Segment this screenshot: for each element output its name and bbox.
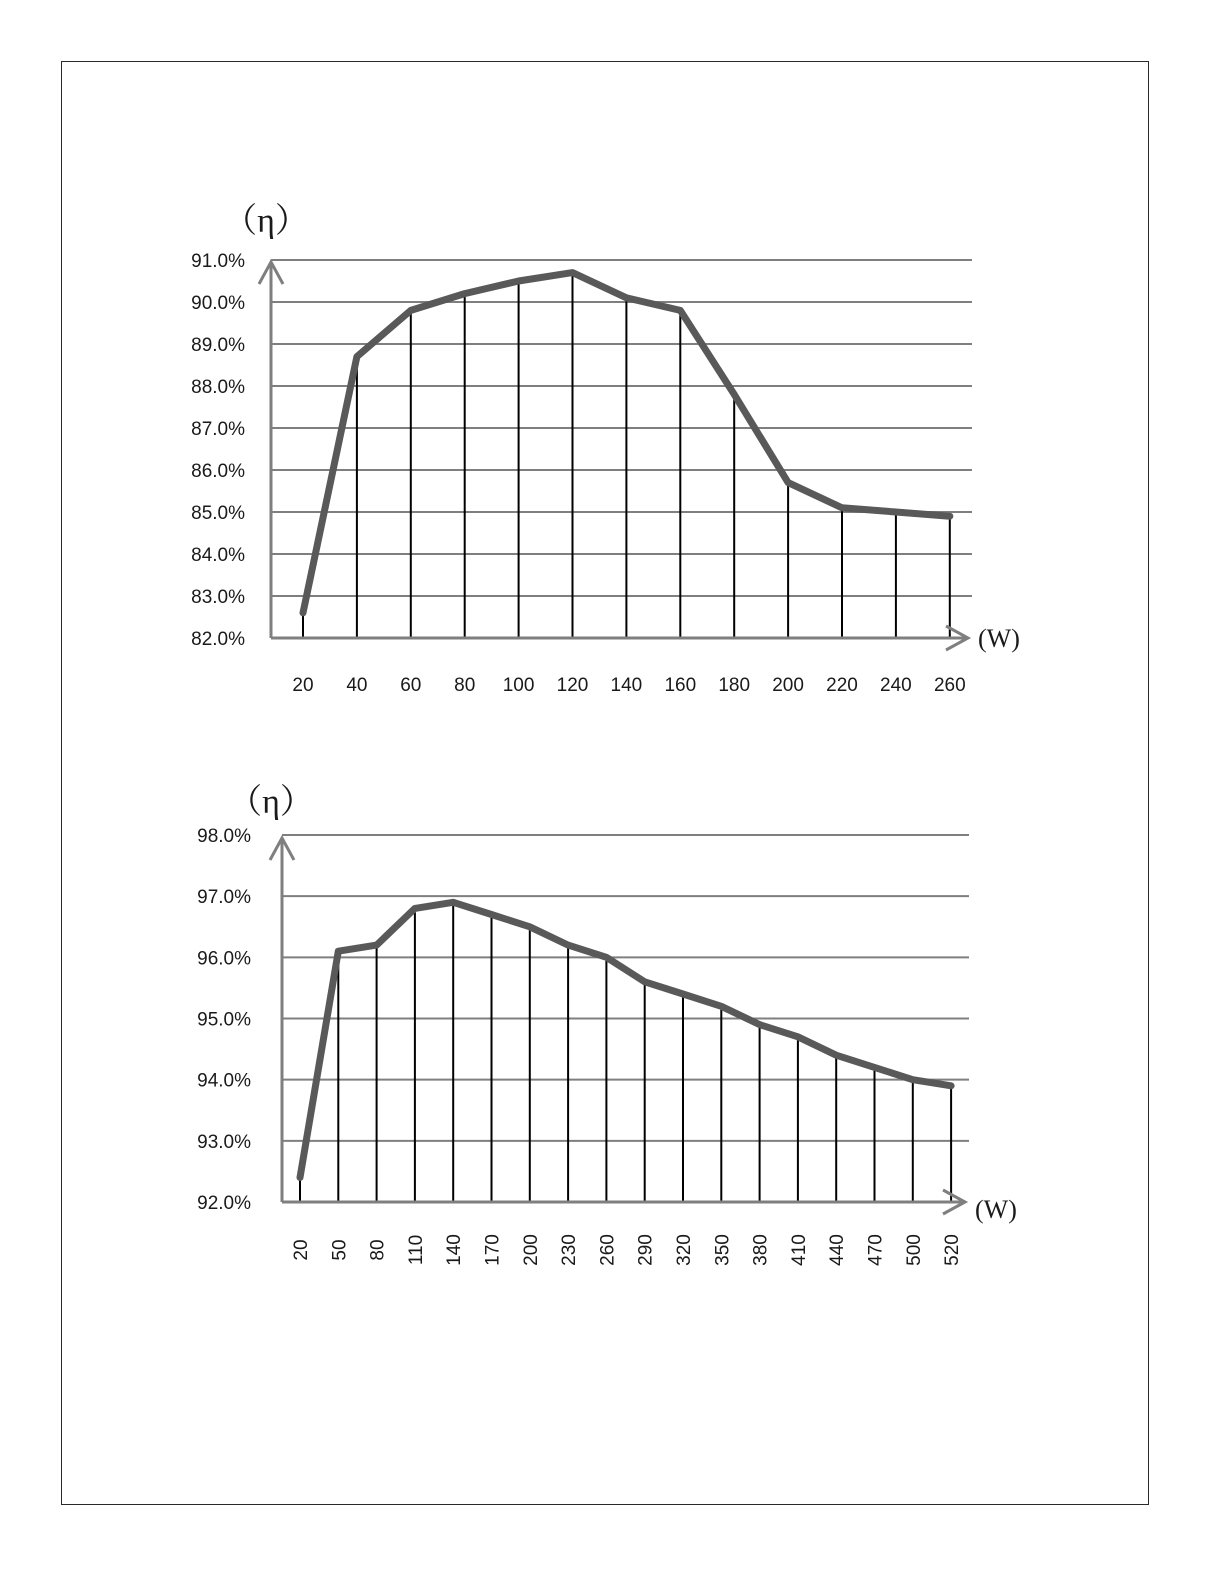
- x-tick-label: 500: [903, 1234, 925, 1266]
- x-tick-label: 40: [346, 675, 368, 696]
- y-tick-label: 96.0%: [197, 948, 251, 970]
- x-tick-label: 260: [933, 675, 966, 696]
- x-tick-label: 440: [827, 1234, 849, 1266]
- x-tick-label: 290: [635, 1234, 657, 1266]
- data-point: [948, 1083, 954, 1089]
- y-tick-label: 86.0%: [191, 461, 245, 482]
- data-point: [839, 505, 845, 511]
- x-tick-label: 140: [610, 675, 643, 696]
- data-point: [642, 979, 648, 985]
- y-tick-label: 94.0%: [197, 1070, 251, 1092]
- chart-1: [191, 203, 1020, 696]
- data-point: [795, 1034, 801, 1040]
- y-axis-label: （η）: [228, 784, 314, 821]
- x-tick-label: 80: [367, 1239, 389, 1261]
- x-tick-label: 100: [502, 675, 535, 696]
- x-tick-label: 160: [664, 675, 697, 696]
- data-point: [462, 291, 468, 297]
- data-point: [947, 513, 953, 519]
- x-tick-label: 320: [674, 1234, 695, 1266]
- y-tick-label: 95.0%: [197, 1009, 251, 1031]
- data-point: [516, 278, 522, 284]
- data-point: [374, 942, 380, 948]
- y-tick-label: 93.0%: [197, 1131, 251, 1153]
- x-tick-label: 60: [400, 675, 422, 696]
- data-point: [489, 912, 495, 918]
- data-point: [603, 954, 609, 960]
- data-point: [565, 942, 571, 948]
- x-tick-label: 350: [712, 1234, 734, 1266]
- data-point: [893, 509, 899, 515]
- y-axis-label: （η）: [223, 203, 309, 240]
- series-line: [300, 902, 951, 1177]
- x-tick-label: 470: [865, 1234, 887, 1266]
- x-tick-label: 520: [942, 1234, 964, 1266]
- x-tick-label: 110: [405, 1234, 427, 1266]
- data-point: [335, 948, 341, 954]
- x-tick-label: 200: [520, 1234, 542, 1266]
- x-tick-label: 20: [292, 675, 314, 696]
- x-tick-label: 380: [750, 1234, 772, 1266]
- data-point: [731, 391, 737, 397]
- y-tick-label: 98.0%: [197, 826, 251, 847]
- x-axis-label: (W): [978, 624, 1020, 653]
- data-point: [570, 270, 576, 276]
- data-point: [785, 480, 791, 486]
- y-tick-label: 87.0%: [191, 419, 245, 440]
- data-point: [623, 295, 629, 301]
- y-tick-label: 91.0%: [191, 251, 245, 272]
- y-tick-label: 82.0%: [191, 629, 245, 650]
- x-tick-label: 230: [559, 1234, 581, 1266]
- y-tick-label: 85.0%: [191, 503, 245, 524]
- data-point: [872, 1064, 878, 1070]
- x-tick-label: 80: [454, 675, 476, 696]
- x-axis-label: (W): [975, 1195, 1017, 1224]
- y-tick-label: 97.0%: [197, 887, 251, 909]
- y-tick-label: 89.0%: [191, 335, 245, 356]
- x-tick-label: 120: [556, 675, 589, 696]
- y-tick-label: 90.0%: [191, 293, 245, 314]
- chart-2: [197, 784, 1017, 1266]
- data-point: [680, 991, 686, 997]
- x-tick-label: 50: [329, 1239, 351, 1261]
- data-point: [412, 905, 418, 911]
- x-tick-label: 240: [880, 675, 912, 696]
- data-point: [677, 307, 683, 313]
- data-point: [527, 924, 533, 930]
- x-tick-label: 140: [444, 1234, 466, 1266]
- y-tick-label: 84.0%: [191, 545, 245, 566]
- x-tick-label: 410: [788, 1234, 810, 1266]
- data-point: [354, 354, 360, 360]
- data-point: [757, 1022, 763, 1028]
- y-tick-label: 83.0%: [191, 587, 245, 608]
- data-point: [910, 1077, 916, 1083]
- x-tick-label: 170: [482, 1234, 504, 1266]
- x-tick-label: 220: [826, 675, 858, 696]
- x-tick-label: 180: [718, 675, 751, 696]
- data-point: [408, 307, 414, 313]
- data-point: [300, 610, 306, 616]
- data-point: [297, 1175, 303, 1181]
- x-tick-label: 260: [597, 1234, 619, 1266]
- data-point: [718, 1003, 724, 1009]
- y-tick-label: 92.0%: [197, 1193, 251, 1214]
- data-point: [833, 1052, 839, 1058]
- y-tick-label: 88.0%: [191, 377, 245, 398]
- x-tick-label: 20: [291, 1239, 312, 1261]
- data-point: [450, 899, 456, 905]
- x-tick-label: 200: [772, 675, 804, 696]
